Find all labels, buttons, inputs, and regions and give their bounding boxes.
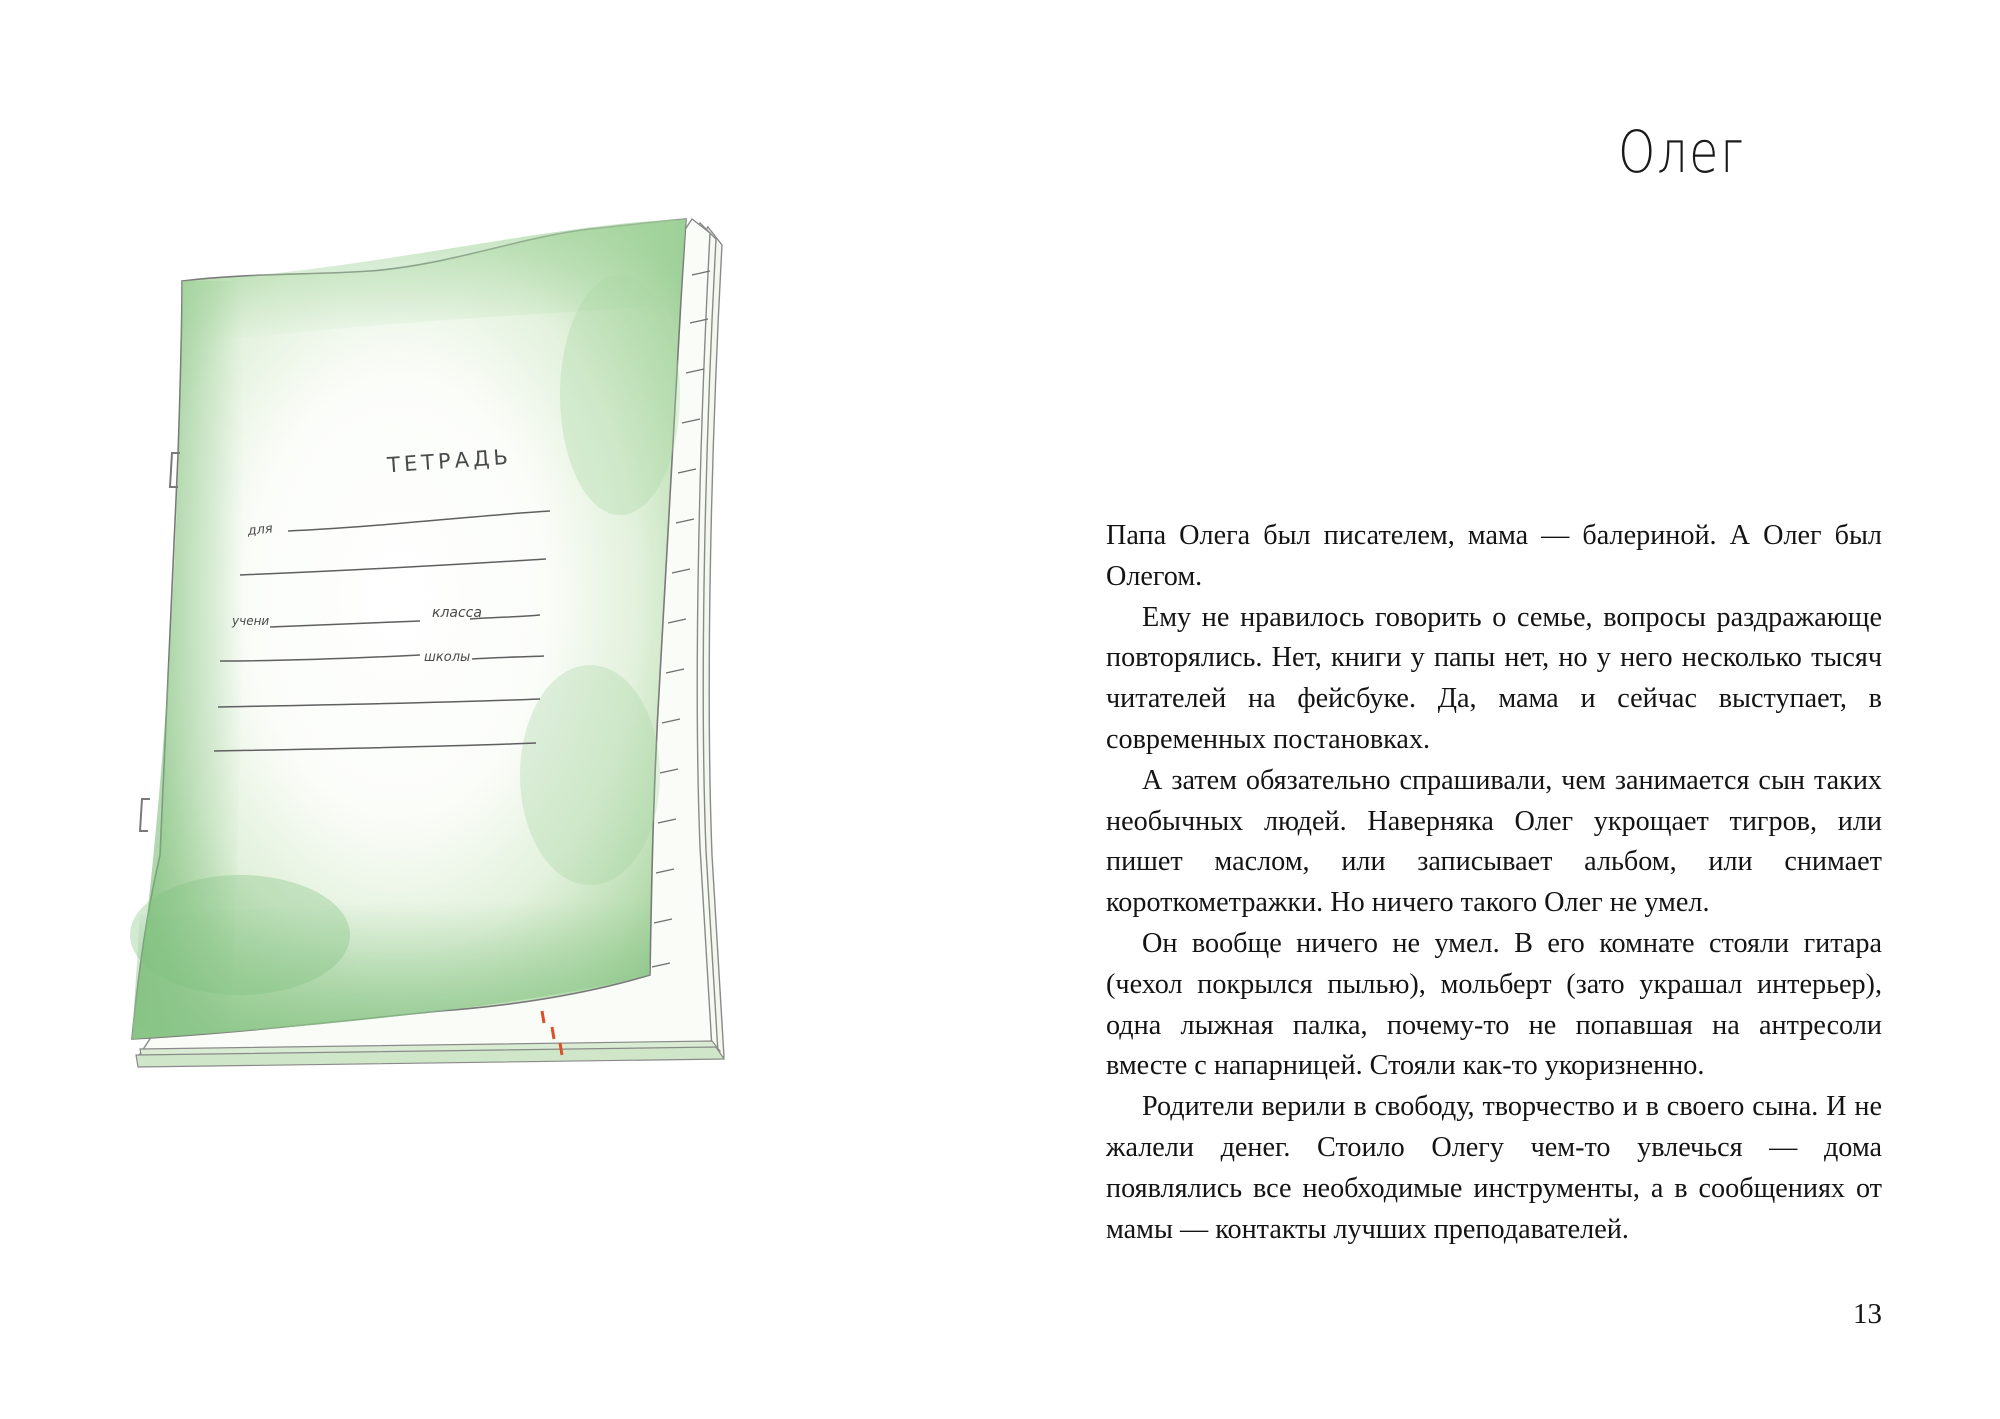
notebook-label-class: класса bbox=[432, 605, 482, 621]
page-number: 13 bbox=[1853, 1298, 1882, 1330]
paragraph-5: Родители верили в свободу, творчество и в своего сына. И не жалели денег. Стоило Олегу чем-то увлечься — дома появлялись все необходимые инструменты, а в сообщениях от мамы — контакты лучших преподавателей. bbox=[1106, 1091, 1882, 1245]
notebook-label-for: для bbox=[246, 521, 274, 539]
notebook-illustration bbox=[120, 215, 920, 1095]
notebook-label-school: школы bbox=[424, 650, 471, 665]
chapter-title: Олег bbox=[1618, 118, 1746, 186]
notebook-cover bbox=[130, 219, 686, 1039]
notebook-label-student: учени bbox=[232, 614, 270, 628]
paragraph-3: А затем обязательно спрашивали, чем занимается сын таких необычных людей. Наверняка Олег укрощает тигров, или пишет маслом, или записывает альбом, или снимает короткометражки. Но ничего такого Олег не умел. bbox=[1106, 764, 1882, 919]
paragraph-4: Он вообще ничего не умел. В его комнате стояли гитара (чехол покрылся пылью), мольберт (зато украшал интерьер), одна лыжная палка, почему-то не попавшая на антресоли вместе с напарницей. Стояли как-то укоризненно. bbox=[1106, 927, 1882, 1082]
paragraph-2: Ему не нравилось говорить о семье, вопросы раздражающе повторялись. Нет, книги у папы нет, но у него несколько тысяч читателей на фейсбуке. Да, мама и сейчас выступает, в современных постановках. bbox=[1106, 601, 1882, 755]
paragraph-1: Папа Олега был писателем, мама — балериной. А Олег был Олегом. bbox=[1106, 520, 1882, 592]
notebook-title: ТЕТРАДЬ bbox=[386, 444, 513, 478]
chapter-text bbox=[1106, 516, 1882, 1250]
